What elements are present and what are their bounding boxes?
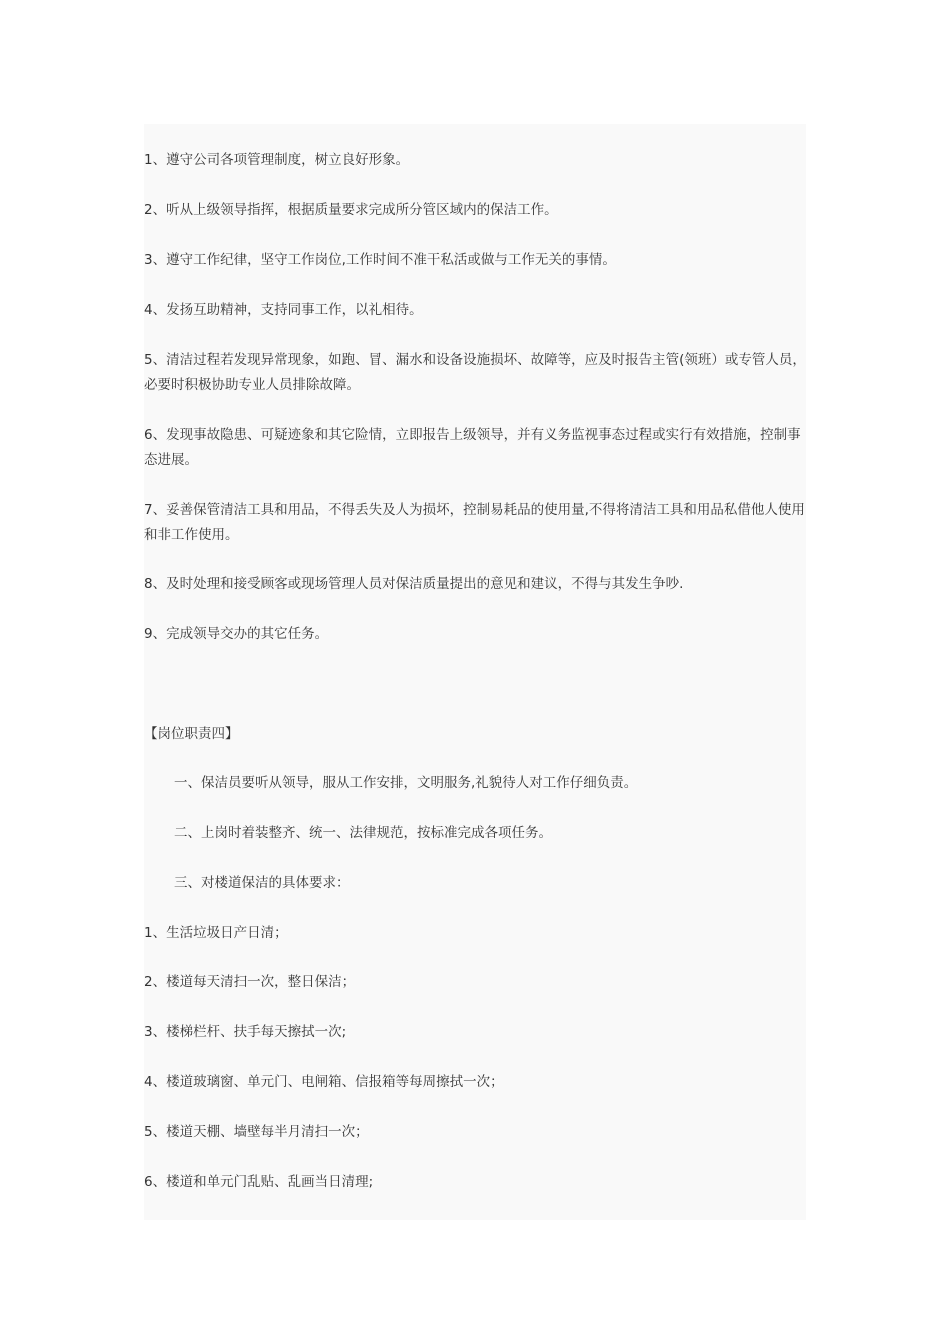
requirement-item-2: 2、楼道每天清扫一次，整日保洁； (144, 974, 356, 990)
requirement-item-5: 5、楼道天棚、墙壁每半月清扫一次； (144, 1124, 369, 1140)
document-panel (144, 124, 806, 1220)
duty-item-5: 5、清洁过程若发现异常现象，如跑、冒、漏水和设备设施损坏、故障等，应及时报告主管(领班）或专管人员，必要时积极协助专业人员排除故障。 (144, 352, 806, 393)
duty-item-6: 6、发现事故隐患、可疑迹象和其它险情，立即报告上级领导，并有义务监视事态过程或实行有效措施，控制事态进展。 (144, 427, 801, 468)
requirement-item-4: 4、楼道玻璃窗、单元门、电闸箱、信报箱等每周擦拭一次； (144, 1074, 504, 1090)
requirement-item-3: 3、楼梯栏杆、扶手每天擦拭一次; (144, 1024, 347, 1040)
intro-item-2: 二、上岗时着装整齐、统一、法律规范，按标准完成各项任务。 (174, 825, 552, 841)
duty-item-4: 4、发扬互助精神，支持同事工作，以礼相待。 (144, 302, 423, 318)
duty-item-1: 1、遵守公司各项管理制度，树立良好形象。 (144, 152, 410, 168)
duty-item-3: 3、遵守工作纪律，坚守工作岗位,工作时间不准干私活或做与工作无关的事情。 (144, 252, 616, 268)
duty-item-8: 8、及时处理和接受顾客或现场管理人员对保洁质量提出的意见和建议，不得与其发生争吵. (144, 576, 684, 592)
requirement-item-1: 1、生活垃圾日产日清； (144, 925, 288, 941)
duty-item-7: 7、妥善保管清洁工具和用品，不得丢失及人为损坏，控制易耗品的使用量,不得将清洁工具和用品私借他人使用和非工作使用。 (144, 502, 805, 543)
duty-item-2: 2、听从上级领导指挥，根据质量要求完成所分管区域内的保洁工作。 (144, 202, 558, 218)
section-heading: 【岗位职责四】 (144, 726, 239, 742)
intro-item-3: 三、对楼道保洁的具体要求： (174, 875, 350, 891)
intro-item-1: 一、保洁员要听从领导，服从工作安排，文明服务,礼貌待人对工作仔细负责。 (174, 775, 638, 791)
requirement-item-6: 6、楼道和单元门乱贴、乱画当日清理; (144, 1174, 374, 1190)
duty-item-9: 9、完成领导交办的其它任务。 (144, 626, 329, 642)
